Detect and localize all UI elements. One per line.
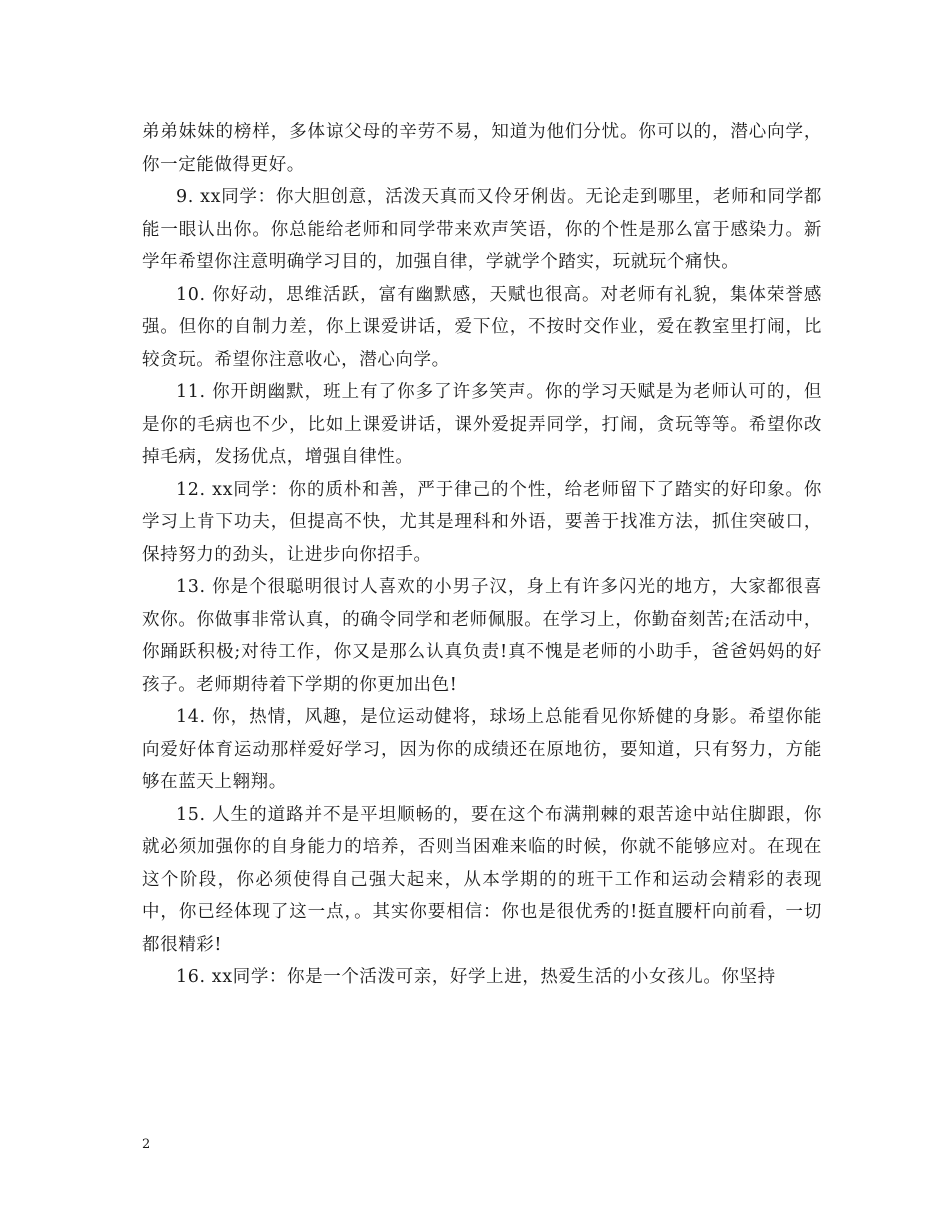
paragraph-item-13: 13. 你是个很聪明很讨人喜欢的小男子汉，身上有许多闪光的地方，大家都很喜欢你。你做事非常认真，的确令同学和老师佩服。在学习上，你勤奋刻苦;在活动中，你踊跃积极;对待工作，你又是那么认真负责!真不愧是老师的小助手，爸爸妈妈的好孩子。老师期待着下学期的你更加出色! [142,577,822,695]
paragraph-item-11: 11. 你开朗幽默，班上有了你多了许多笑声。你的学习天赋是为老师认可的，但是你的毛病也不少，比如上课爱讲话，课外爱捉弄同学，打闹，贪玩等等。希望你改掉毛病，发扬优点，增强自律性。 [142,382,822,467]
paragraph-continuation: 弟弟妹妹的榜样，多体谅父母的辛劳不易，知道为他们分忧。你可以的，潜心向学，你一定能做得更好。 [142,122,822,175]
paragraph-item-10: 10. 你好动，思维活跃，富有幽默感，天赋也很高。对老师有礼貌，集体荣誉感强。但你的自制力差，你上课爱讲话，爱下位，不按时交作业，爱在教室里打闹，比较贪玩。希望你注意收心，潜心向学。 [142,284,822,370]
page-number: 2 [142,1137,151,1152]
paragraph-item-15: 15. 人生的道路并不是平坦顺畅的，要在这个布满荆棘的艰苦途中站住脚跟，你就必须加强你的自身能力的培养，否则当困难来临的时候，你就不能够应对。在现在这个阶段，你必须使得自己强大起来，从本学期的的班干工作和运动会精彩的表现中，你已经体现了这一点，。其实你要相信：你也是很优秀的!挺直腰杆向前看，一切都很精彩! [142,804,822,955]
paragraph-item-9: 9. xx同学：你大胆创意，活泼天真而又伶牙俐齿。无论走到哪里，老师和同学都能一眼认出你。你总能给老师和同学带来欢声笑语，你的个性是那么富于感染力。新学年希望你注意明确学习目的，加强自律，学就学个踏实，玩就玩个痛快。 [142,187,822,272]
paragraph-item-16: 16. xx同学：你是一个活泼可亲，好学上进，热爱生活的小女孩儿。你坚持 [176,967,776,987]
paragraph-item-14: 14. 你，热情，风趣，是位运动健将，球场上总能看见你矫健的身影。希望你能向爱好体育运动那样爱好学习，因为你的成绩还在原地彷，要知道，只有努力，方能够在蓝天上翱翔。 [142,707,822,792]
document-body [142,116,822,994]
paragraph-item-12: 12. xx同学：你的质朴和善，严于律己的个性，给老师留下了踏实的好印象。你学习上肯下功夫，但提高不快，尤其是理科和外语，要善于找准方法，抓住突破口，保持努力的劲头，让进步向你招手。 [142,479,822,565]
